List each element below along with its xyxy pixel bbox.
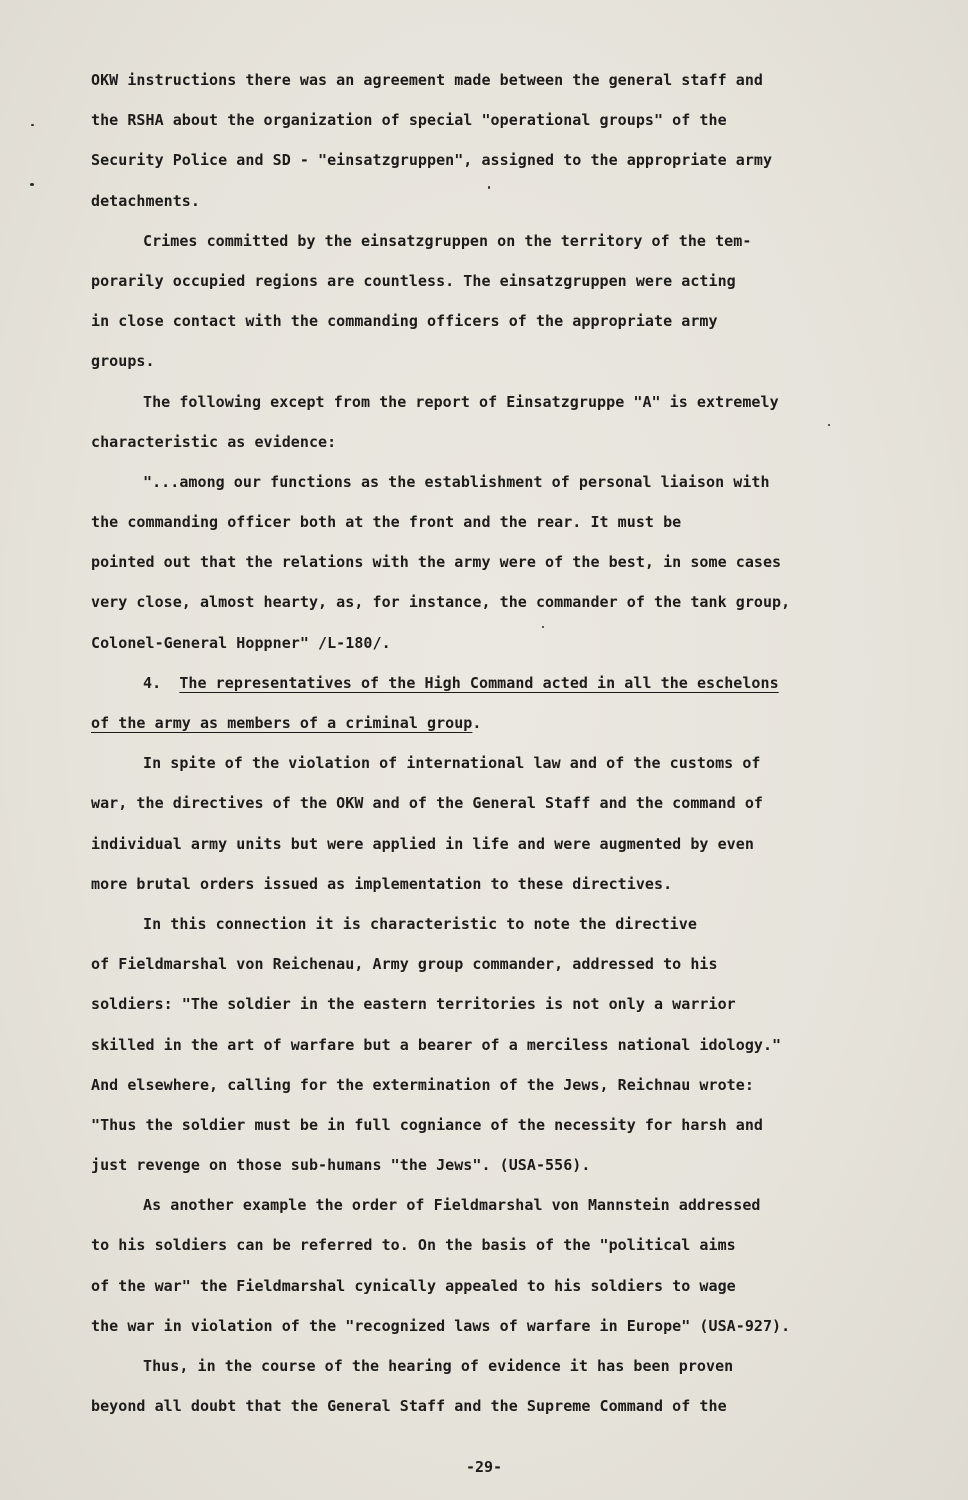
section-heading-text: The representatives of the High Command acted in all the eschelons — [179, 673, 779, 692]
section-number: 4. — [143, 673, 162, 692]
quote-line: very close, almost hearty, as, for instance, the commander of the tank group, — [91, 593, 791, 612]
text-line: the RSHA about the organization of special "operational groups" of the — [91, 111, 727, 130]
text-line: In this connection it is characteristic to note the directive — [143, 914, 697, 933]
text-line: soldiers: "The soldier in the eastern territories is not only a warrior — [91, 995, 736, 1014]
text-line: beyond all doubt that the General Staff and the Supreme Command of the — [91, 1397, 727, 1416]
section-heading-text: of the army as members of a criminal group — [91, 714, 473, 732]
text-line: "Thus the soldier must be in full cogniance of the necessity for harsh and — [91, 1115, 763, 1134]
text-line: detachments. — [91, 191, 200, 210]
text-line: more brutal orders issued as implementation to these directives. — [91, 874, 673, 893]
quote-line: "...among our functions as the establishment of personal liaison with — [143, 472, 770, 491]
text-line: In spite of the violation of international law and of the customs of — [143, 754, 761, 773]
text-line: And elsewhere, calling for the extermination of the Jews, Reichnau wrote: — [91, 1075, 754, 1094]
text-line: skilled in the art of warfare but a bearer of a merciless national idology." — [91, 1035, 782, 1054]
quote-line: Colonel-General Hoppner" /L-180/. — [91, 633, 391, 652]
section-heading — [91, 703, 891, 743]
text-line: of the war" the Fieldmarshal cynically appealed to his soldiers to wage — [91, 1276, 736, 1295]
text-line: Crimes committed by the einsatzgruppen on the territory of the tem- — [143, 231, 752, 250]
text-line: Security Police and SD - "einsatzgruppen", assigned to the appropriate army — [91, 151, 773, 170]
text-line: the war in violation of the "recognized laws of warfare in Europe" (USA-927). — [91, 1316, 791, 1335]
text-line: war, the directives of the OKW and of the General Staff and the command of — [91, 794, 763, 813]
text-line: As another example the order of Fieldmarshal von Mannstein addressed — [143, 1196, 761, 1215]
body-text — [91, 60, 891, 1426]
text-line: The following except from the report of Einsatzgruppe "A" is extremely — [143, 392, 779, 411]
quote-line: the commanding officer both at the front and the rear. It must be — [91, 513, 682, 532]
section-heading-suffix: . — [472, 714, 482, 732]
scan-mark — [31, 124, 34, 126]
text-line: of Fieldmarshal von Reichenau, Army group commander, addressed to his — [91, 955, 718, 974]
text-line: to his soldiers can be referred to. On the basis of the "political aims — [91, 1236, 736, 1255]
scan-mark — [30, 183, 34, 186]
text-line: Thus, in the course of the hearing of evidence it has been proven — [143, 1357, 734, 1375]
text-line: characteristic as evidence: — [91, 432, 337, 451]
page-number: -29- — [465, 1458, 503, 1476]
quote-line: pointed out that the relations with the army were of the best, in some cases — [91, 553, 782, 572]
text-line: porarily occupied regions are countless. The einsatzgruppen were acting — [91, 271, 736, 290]
section-heading — [91, 663, 891, 703]
text-line: individual army units but were applied in life and were augmented by even — [91, 834, 754, 853]
text-line: groups. — [91, 352, 155, 371]
text-line: just revenge on those sub-humans "the Jews". (USA-556). — [91, 1156, 591, 1175]
text-line: in close contact with the commanding officers of the appropriate army — [91, 312, 718, 331]
text-line: OKW instructions there was an agreement made between the general staff and — [91, 71, 763, 89]
